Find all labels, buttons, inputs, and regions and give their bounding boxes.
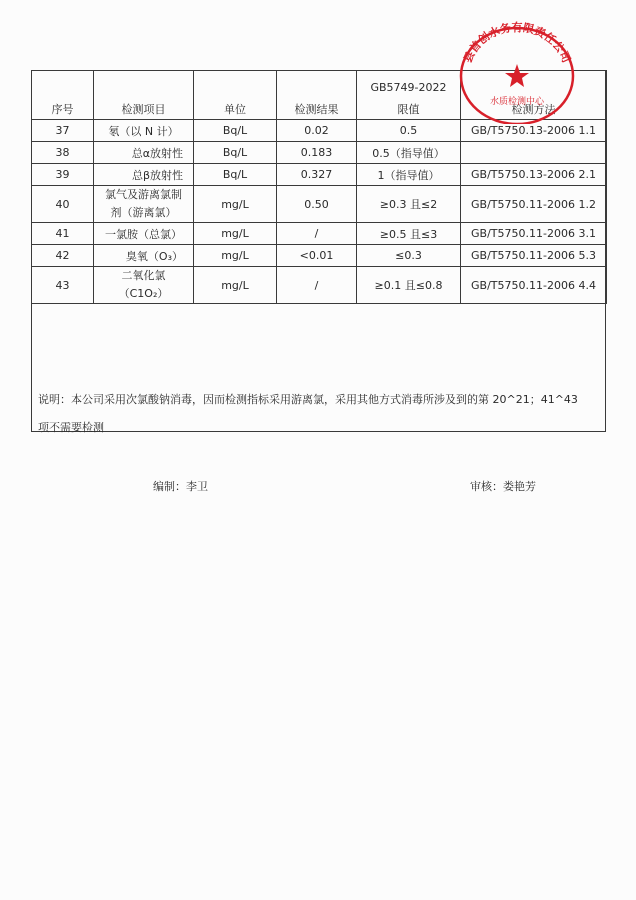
table-row	[32, 223, 607, 245]
remark-line2: 项不需要检测	[38, 421, 104, 434]
table-row	[32, 267, 607, 304]
cell-unit: Bq/L	[194, 142, 277, 164]
cell-result: /	[277, 267, 357, 304]
cell-item: 总β放射性	[94, 164, 194, 186]
cell-method: GB/T5750.11-2006 4.4	[461, 267, 607, 304]
header-no: 序号	[32, 71, 94, 120]
cell-method: GB/T5750.11-2006 5.3	[461, 245, 607, 267]
cell-item	[94, 267, 194, 304]
cell-item: 臭氧（O₃）	[94, 245, 194, 267]
header-result: 检测结果	[277, 71, 357, 120]
company-seal-stamp	[452, 14, 582, 124]
table-row	[32, 164, 607, 186]
header-standard: GB5749-2022	[370, 81, 447, 94]
cell-result: 0.50	[277, 186, 357, 223]
remark-line1: 说明：本公司采用次氯酸钠消毒，因而检测指标采用游离氯，采用其他方式消毒所涉及到的第 20^21；41^43	[38, 393, 578, 406]
table-row	[32, 245, 607, 267]
cell-result: <0.01	[277, 245, 357, 267]
header-limit	[357, 71, 461, 120]
cell-method: GB/T5750.13-2006 1.1	[461, 120, 607, 142]
reviewer-signature: 审核：娄艳芳	[470, 480, 536, 493]
cell-method	[461, 142, 607, 164]
cell-limit: ≥0.1 且≤0.8	[357, 267, 461, 304]
header-limit-label: 限值	[397, 103, 420, 116]
cell-no: 38	[32, 142, 94, 164]
cell-item-line2: （C1O₂）	[118, 287, 169, 300]
seal-center-text: 水质检测中心	[489, 97, 545, 107]
cell-unit: Bq/L	[194, 164, 277, 186]
cell-unit: mg/L	[194, 245, 277, 267]
cell-limit: ≥0.5 且≤3	[357, 223, 461, 245]
cell-item	[94, 186, 194, 223]
cell-no: 37	[32, 120, 94, 142]
cell-limit: 0.5（指导值）	[357, 142, 461, 164]
cell-limit: ≤0.3	[357, 245, 461, 267]
cell-no: 39	[32, 164, 94, 186]
remark-note	[38, 386, 608, 442]
cell-unit: Bq/L	[194, 120, 277, 142]
cell-item: 氡（以 N 计）	[94, 120, 194, 142]
cell-limit: 0.5	[357, 120, 461, 142]
cell-item-line1: 二氧化氯	[121, 269, 166, 282]
cell-unit: mg/L	[194, 223, 277, 245]
header-item: 检测项目	[94, 71, 194, 120]
table-row	[32, 142, 607, 164]
cell-result: 0.183	[277, 142, 357, 164]
cell-limit: 1（指导值）	[357, 164, 461, 186]
cell-item: 总α放射性	[94, 142, 194, 164]
cell-method: GB/T5750.11-2006 1.2	[461, 186, 607, 223]
cell-no: 42	[32, 245, 94, 267]
cell-result: /	[277, 223, 357, 245]
cell-result: 0.327	[277, 164, 357, 186]
header-unit: 单位	[194, 71, 277, 120]
cell-unit: mg/L	[194, 186, 277, 223]
cell-item-line1: 氯气及游离氯制	[105, 188, 182, 201]
cell-item-line2: 剂（游离氯）	[110, 206, 177, 219]
cell-method: GB/T5750.13-2006 2.1	[461, 164, 607, 186]
cell-limit: ≥0.3 且≤2	[357, 186, 461, 223]
seal-star-icon	[505, 64, 529, 87]
cell-method: GB/T5750.11-2006 3.1	[461, 223, 607, 245]
header-method: 检测方法	[461, 71, 607, 120]
compiler-signature: 编制：李卫	[153, 480, 208, 493]
seal-ring-text: 县首创水务有限责任公司	[461, 21, 573, 65]
cell-result: 0.02	[277, 120, 357, 142]
cell-unit: mg/L	[194, 267, 277, 304]
cell-item: 一氯胺（总氯）	[94, 223, 194, 245]
cell-no: 43	[32, 267, 94, 304]
table-row	[32, 186, 607, 223]
cell-no: 40	[32, 186, 94, 223]
cell-no: 41	[32, 223, 94, 245]
